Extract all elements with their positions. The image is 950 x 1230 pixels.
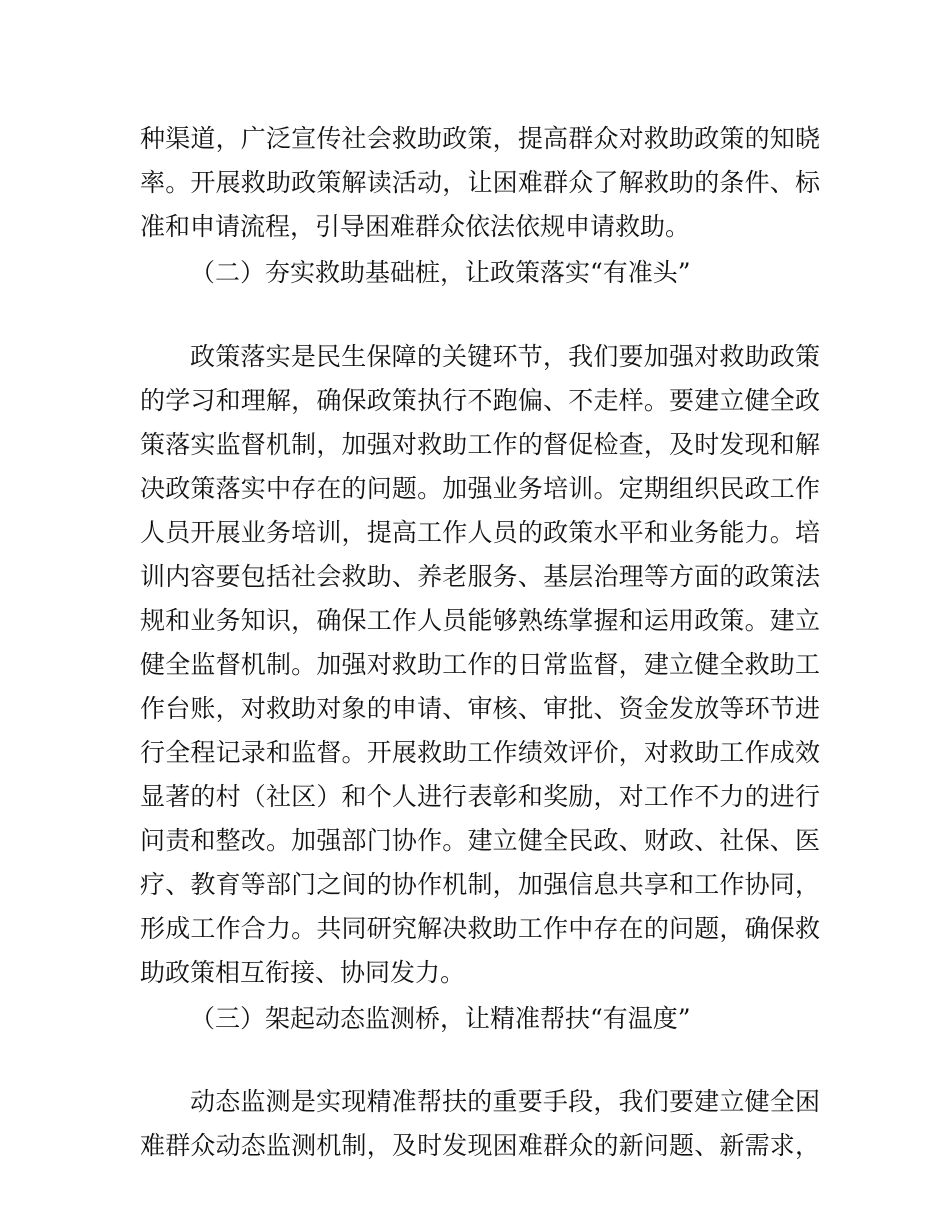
paragraph-line: 问责和整改。加强部门协作。建立健全民政、财政、社保、医: [140, 826, 820, 855]
paragraph-line: 策落实监督机制，加强对救助工作的督促检查，及时发现和解: [140, 430, 820, 459]
paragraph-line: 决政策落实中存在的问题。加强业务培训。定期组织民政工作: [140, 474, 820, 503]
paragraph-line: 难群众动态监测机制，及时发现困难群众的新问题、新需求，: [140, 1131, 820, 1160]
paragraph-line: 动态监测是实现精准帮扶的重要手段，我们要建立健全困: [190, 1087, 820, 1116]
section-heading-2: （二）夯实救助基础桩，让政策落实“有准头”: [190, 258, 691, 287]
section-heading-3: （三）架起动态监测桥，让精准帮扶“有温度”: [190, 1004, 691, 1033]
paragraph-line: 形成工作合力。共同研究解决救助工作中存在的问题，确保救: [140, 914, 820, 943]
paragraph-line: 作台账，对救助对象的申请、审核、审批、资金发放等环节进: [140, 694, 820, 723]
paragraph-line: 率。开展救助政策解读活动，让困难群众了解救助的条件、标: [140, 168, 820, 197]
paragraph-line: 助政策相互衔接、协同发力。: [140, 958, 466, 987]
paragraph-line: 准和申请流程，引导困难群众依法依规申请救助。: [140, 212, 691, 241]
paragraph-line: 的学习和理解，确保政策执行不跑偏、不走样。要建立健全政: [140, 386, 820, 415]
paragraph-line: 种渠道，广泛宣传社会救助政策，提高群众对救助政策的知晓: [140, 124, 820, 153]
paragraph-line: 行全程记录和监督。开展救助工作绩效评价，对救助工作成效: [140, 738, 820, 767]
paragraph-line: 健全监督机制。加强对救助工作的日常监督，建立健全救助工: [140, 650, 820, 679]
paragraph-line: 疗、教育等部门之间的协作机制，加强信息共享和工作协同，: [140, 870, 820, 899]
paragraph-line: 训内容要包括社会救助、养老服务、基层治理等方面的政策法: [140, 562, 820, 591]
paragraph-line: 政策落实是民生保障的关键环节，我们要加强对救助政策: [190, 342, 820, 371]
paragraph-line: 人员开展业务培训，提高工作人员的政策水平和业务能力。培: [140, 518, 820, 547]
paragraph-line: 规和业务知识，确保工作人员能够熟练掌握和运用政策。建立: [140, 606, 820, 635]
paragraph-line: 显著的村（社区）和个人进行表彰和奖励，对工作不力的进行: [140, 782, 820, 811]
